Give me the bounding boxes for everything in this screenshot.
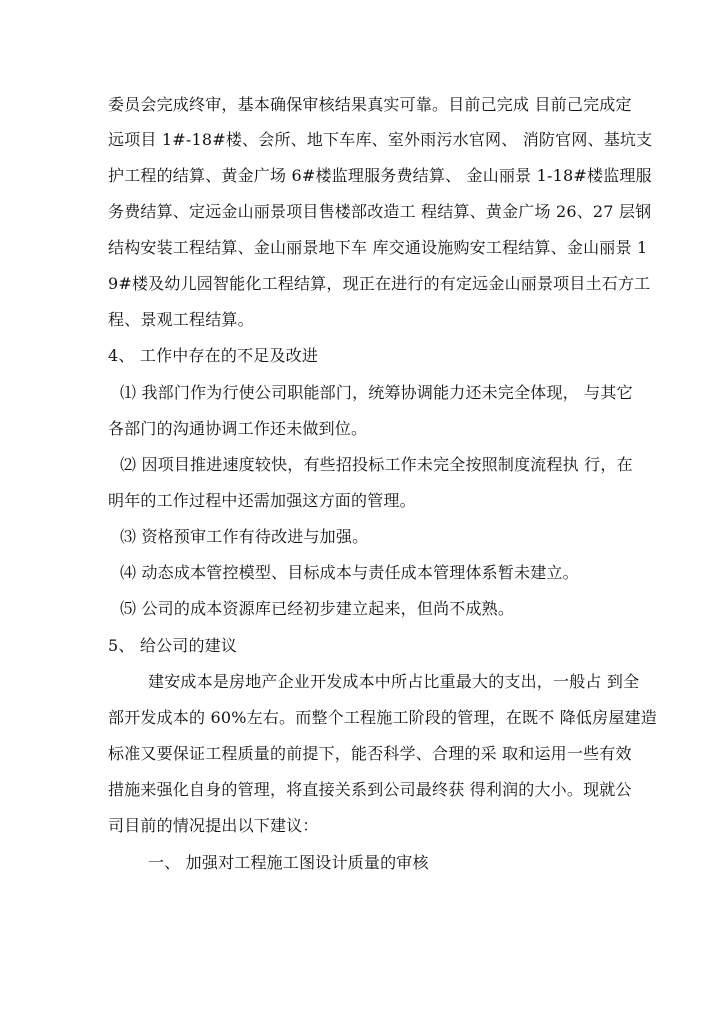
paragraph-line: 司目前的情况提出以下建议： — [108, 816, 319, 835]
subheading: 一、 加强对工程施工图设计质量的审核 — [148, 853, 429, 872]
list-item: ⑷ 动态成本管控模型、目标成本与责任成本管理体系暂未建立。 — [120, 563, 579, 582]
paragraph-line: 委员会完成终审，基本确保审核结果真实可靠。目前己完成 目前己完成定 — [108, 95, 632, 114]
list-item: ⑶ 资格预审工作有待改进与加强。 — [120, 527, 369, 546]
list-item-continuation: 明年的工作过程中还需加强这方面的管理。 — [108, 491, 416, 510]
list-item: ⑵ 因项目推进速度较快，有些招投标工作未完全按照制度流程执 行，在 — [120, 455, 633, 474]
paragraph-line: 远项目 1#-18#楼、会所、地下车库、室外雨污水官网、 消防官网、基坑支 — [108, 130, 653, 149]
paragraph-line: 结构安装工程结算、金山丽景地下车 库交通设施购安工程结算、金山丽景 1 — [108, 238, 648, 257]
paragraph-line: 建安成本是房地产企业开发成本中所占比重最大的支出，一般占 到全 — [148, 672, 640, 691]
paragraph-line: 9#楼及幼儿园智能化工程结算，现正在进行的有定远金山丽景项目土石方工 — [108, 274, 651, 293]
list-item: ⑸ 公司的成本资源库已经初步建立起来，但尚不成熟。 — [120, 599, 515, 618]
paragraph-line: 措施来强化自身的管理，将直接关系到公司最终获 得利润的大小。现就公 — [108, 780, 632, 799]
list-item: ⑴ 我部门作为行使公司职能部门，统筹协调能力还未完全体现， 与其它 — [120, 383, 633, 402]
paragraph-line: 务费结算、定远金山丽景项目售楼部改造工 程结算、黄金广场 26、27 层钢 — [108, 202, 652, 221]
paragraph-line: 部开发成本的 60%左右。而整个工程施工阶段的管理，在既不 降低房屋建造 — [108, 708, 657, 727]
section-heading: 4、 工作中存在的不足及改进 — [108, 346, 319, 365]
list-item-continuation: 各部门的沟通协调工作还未做到位。 — [108, 419, 368, 438]
paragraph-line: 护工程的结算、黄金广场 6#楼监理服务费结算、 金山丽景 1-18#楼监理服 — [108, 166, 652, 185]
paragraph-line: 标准又要保证工程质量的前提下，能否科学、合理的采 取和运用一些有效 — [108, 744, 632, 763]
section-heading: 5、 给公司的建议 — [108, 636, 238, 655]
paragraph-line: 程、景观工程结算。 — [108, 310, 254, 329]
